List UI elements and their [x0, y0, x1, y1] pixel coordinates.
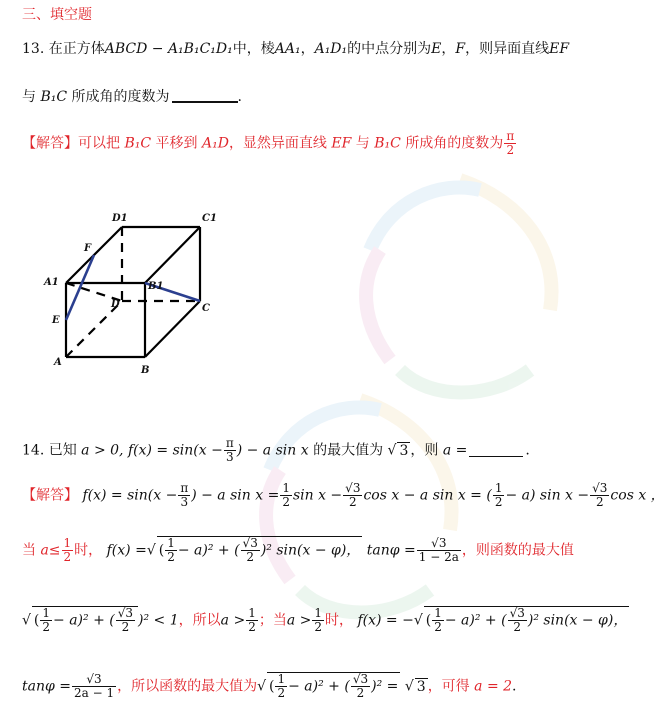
period: . — [525, 442, 530, 459]
math-expression: f(x) = sin(x − — [82, 487, 178, 504]
math-expression: a > — [286, 612, 312, 629]
edge-label: AA₁ — [274, 41, 301, 57]
label-b1: B1 — [148, 281, 164, 292]
answer-blank — [469, 456, 523, 457]
point-label: E — [431, 41, 442, 57]
sqrt-expression: ( $\frac{1}{2}$ − a)² + ( $\frac{√3}{2}$ )² = — [269, 672, 399, 701]
math-expression: a = — [442, 442, 468, 459]
sqrt-3: 3 — [416, 678, 426, 695]
answer-text: ，可得 — [427, 678, 470, 695]
sqrt-expression: ( $\frac{1}{2}$ − a)² + ( $\frac{√3}{2}$ )² sin(x − φ)， — [158, 536, 361, 565]
question-text: 中，棱 — [232, 41, 275, 57]
fraction: $\frac{1}{2}$ — [314, 606, 322, 635]
label-f: F — [84, 243, 92, 254]
math-expression: tanφ = — [366, 542, 416, 559]
question-13-line-2 — [22, 86, 242, 106]
answer-text: 平移到 — [155, 135, 198, 152]
answer-text: 可以把 — [78, 135, 120, 152]
answer-text: 与 — [355, 135, 370, 152]
math-expression: f(x) = − — [357, 612, 414, 629]
answer-blank — [172, 101, 238, 103]
answer-text: ，所以函数的最大值为 — [117, 678, 258, 695]
question-text: ，则异面直线 — [465, 41, 550, 57]
question-text: 与 — [22, 89, 36, 105]
answer-text: ，则函数的最大值 — [461, 542, 574, 559]
watermark-logo — [230, 380, 490, 640]
question-text: 所成角的度数为 — [71, 89, 170, 105]
answer-14-line-4: tanφ = $\frac{√3}{2a - 1}$ ，所以函数的最大值为√ ( $\frac{1}{2}$ − a)² + ( $\frac{√3}{2}$ )² = √ 3 ，可得 a = 2. — [22, 672, 517, 701]
fraction: $\frac{√3}{2}$ — [592, 481, 608, 510]
line-label: B₁C — [40, 89, 68, 105]
answer-14-line-3: √ ( $\frac{1}{2}$ − a)² + ( $\frac{√3}{2}$ )² < 1，所以a > $\frac{1}{2}$ ；当a > $\frac{1}{2}$ 时， f(x) = −√ ( $\frac{1}{2}$ − a)² + ( $\frac{√3}{2}$ )² sin(x − φ)， — [22, 606, 628, 635]
line-label: EF — [549, 41, 570, 57]
line-label: B₁C — [374, 135, 401, 152]
math-expression: ) − a sin x = — [191, 487, 280, 504]
label-b: B — [141, 365, 150, 376]
label-a1: A1 — [44, 277, 59, 288]
math-expression: sin x − — [292, 487, 343, 504]
line-label: B₁C — [124, 135, 152, 152]
cube-name: ABCD − A₁B₁C₁D₁ — [104, 41, 233, 57]
fraction: $\frac{1}{2}$ — [248, 606, 256, 635]
math-expression: ) − a sin x — [236, 442, 309, 459]
label-a: A — [54, 357, 62, 368]
math-expression: f(x) = — [106, 542, 147, 559]
question-text: 的最大值为 — [313, 442, 384, 459]
edge-label: A₁D₁ — [314, 41, 348, 57]
label-d: D — [111, 299, 120, 310]
question-number: 14. — [22, 442, 45, 459]
math-expression: cos x ， — [610, 487, 665, 504]
math-expression: a > — [220, 612, 246, 629]
label-d1: D1 — [112, 213, 128, 224]
sqrt-3: 3 — [399, 442, 409, 459]
math-expression: )² < 1 — [138, 612, 179, 629]
section-heading: 三、填空题 — [22, 7, 92, 23]
label-c1: C1 — [202, 213, 217, 224]
point-label: F — [455, 41, 466, 57]
answer-text: ，所以 — [178, 612, 221, 629]
answer-text: 时， — [325, 612, 353, 629]
fraction: $\frac{√3}{2}$ — [345, 481, 361, 510]
answer-text: 所成角的度数为 — [405, 135, 504, 152]
separator: ， — [300, 41, 315, 57]
fraction: $\frac{√3}{2a - 1}$ — [73, 672, 115, 701]
answer-text: ，显然异面直线 — [228, 135, 327, 152]
fraction-pi-over-2: $\frac{\pi}{2}$ — [506, 129, 515, 158]
answer-tag: 【解答】 — [22, 135, 78, 152]
separator: ， — [441, 41, 456, 57]
answer-13 — [22, 130, 517, 157]
question-14: 14. 已知 a > 0, f(x) = sin(x − $\frac{\pi}{3}$ ) − a sin x 的最大值为 √ 3 ，则 a = . — [22, 436, 530, 465]
sqrt-expression: ( $\frac{1}{2}$ − a)² + ( $\frac{√3}{2}$ )² sin(x − φ)， — [425, 606, 628, 635]
question-text: 的中点分别为 — [347, 41, 432, 57]
segment-ef — [66, 255, 94, 320]
math-expression: a≤ — [40, 542, 61, 559]
cube-figure — [40, 205, 240, 380]
answer-text: 时， — [74, 542, 103, 559]
answer-text: 当 — [22, 542, 36, 559]
answer-text: ；当 — [258, 612, 287, 629]
fraction: $\frac{1}{2}$ — [494, 481, 503, 510]
question-text: ，则 — [410, 442, 439, 459]
question-13-line-1 — [22, 38, 569, 58]
math-expression: a > 0, f(x) = sin(x − — [81, 442, 223, 459]
fraction: $\frac{\pi}{3}$ — [180, 481, 189, 510]
math-expression: − a) sin x − — [505, 487, 590, 504]
math-expression: cos x − a sin x = ( — [363, 487, 492, 504]
fraction: $\frac{1}{2}$ — [63, 536, 72, 565]
line-label: EF — [331, 135, 352, 152]
question-text: 在正方体 — [48, 41, 105, 57]
fraction: $\frac{1}{2}$ — [282, 481, 290, 510]
period: . — [237, 89, 242, 105]
answer-tag: 【解答】 — [22, 487, 78, 504]
question-text: 已知 — [48, 442, 77, 459]
label-e: E — [52, 315, 60, 326]
label-c: C — [202, 303, 210, 314]
fraction-pi-over-3: $\frac{\pi}{3}$ — [225, 436, 234, 465]
edge-b1-c1 — [145, 227, 200, 283]
line-label: A₁D — [201, 135, 229, 152]
answer-14-line-2: 当 a≤ $\frac{1}{2}$ 时， f(x) =√ ( $\frac{1}{2}$ − a)² + ( $\frac{√3}{2}$ )² sin(x − φ)， tanφ = $\frac{√3}{1 - 2a}$ ，则函数的最大值 — [22, 536, 574, 565]
math-expression: tanφ = — [22, 678, 71, 695]
question-number: 13. — [22, 41, 45, 57]
fraction: $\frac{√3}{1 - 2a}$ — [418, 536, 459, 565]
answer-14-line-1 — [22, 482, 665, 509]
sqrt-expression: ( $\frac{1}{2}$ − a)² + ( $\frac{√3}{2}$ — [32, 606, 138, 634]
edge-b-c — [145, 301, 200, 357]
final-answer: a = 2 — [474, 678, 513, 695]
period: . — [512, 678, 517, 695]
